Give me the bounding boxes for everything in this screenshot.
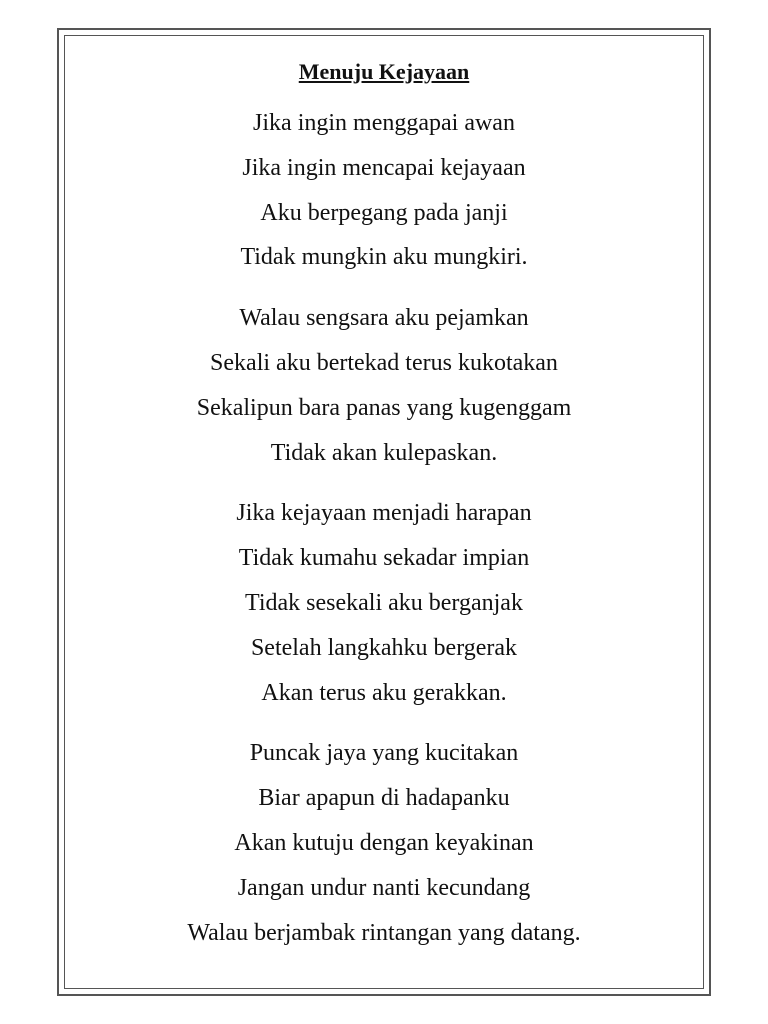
poem-line: Tidak sesekali aku berganjak bbox=[245, 589, 523, 616]
poem-line: Jika ingin menggapai awan bbox=[253, 110, 515, 136]
poem-body bbox=[64, 101, 704, 955]
poem-line: Jangan undur nanti kecundang bbox=[237, 874, 531, 901]
poem-line: Tidak kumahu sekadar impian bbox=[238, 545, 530, 572]
poem-line: Akan kutuju dengan keyakinan bbox=[234, 829, 534, 856]
poem-line: Setelah langkahku bergerak bbox=[250, 634, 518, 661]
poem-line: Sekalipun bara panas yang kugenggam bbox=[196, 394, 572, 421]
poem-line: Tidak akan kulepaskan. bbox=[270, 439, 498, 466]
poem-line: Jika ingin mencapai kejayaan bbox=[242, 154, 526, 181]
poem-title: Menuju Kejayaan bbox=[298, 59, 470, 84]
stanza-2 bbox=[64, 296, 704, 475]
poem-line: Walau berjambak rintangan yang datang. bbox=[187, 919, 581, 946]
poem-line: Tidak mungkin aku mungkiri. bbox=[240, 244, 528, 271]
stanza-4 bbox=[64, 731, 704, 955]
poem-line: Biar apapun di hadapanku bbox=[258, 785, 510, 812]
poem-line: Sekali aku bertekad terus kukotakan bbox=[210, 349, 558, 376]
poem-line: Walau sengsara aku pejamkan bbox=[239, 305, 529, 332]
poem-container bbox=[64, 35, 704, 971]
poem-line: Akan terus aku gerakkan. bbox=[261, 679, 507, 706]
stanza-1 bbox=[64, 101, 704, 280]
poem-line: Aku berpegang pada janji bbox=[260, 199, 508, 226]
poem-line: Puncak jaya yang kucitakan bbox=[249, 740, 519, 767]
poem-line: Jika kejayaan menjadi harapan bbox=[236, 500, 532, 527]
stanza-3 bbox=[64, 491, 704, 715]
